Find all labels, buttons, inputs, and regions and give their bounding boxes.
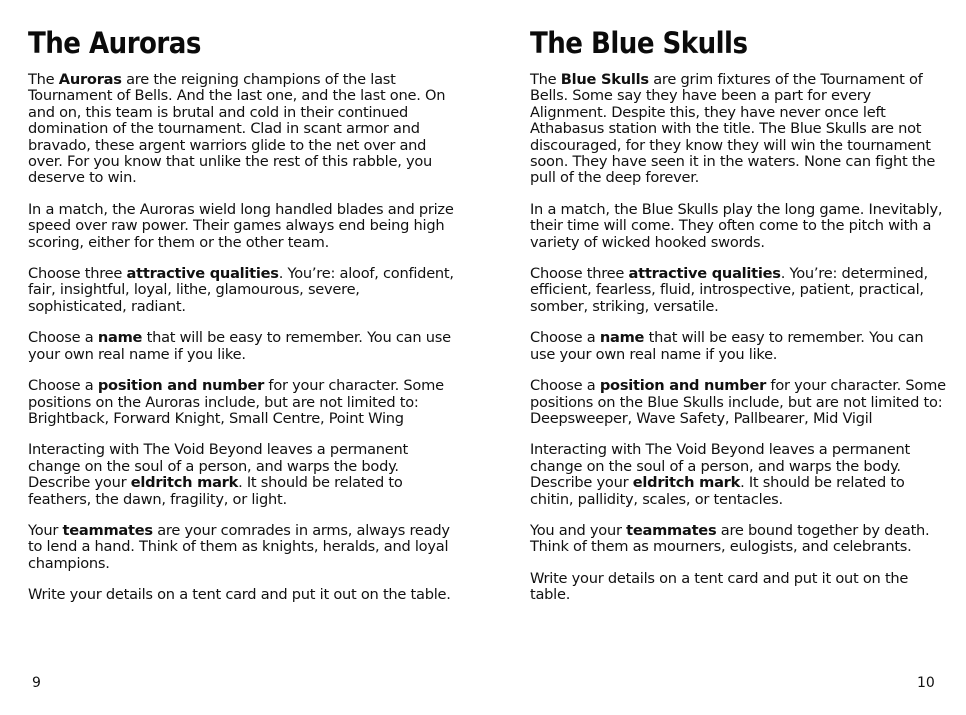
text-run: are your comrades in arms, always ready to lend a hand. Think of them as knights, heralds, and loyal champions. xyxy=(28,521,450,572)
bold-term: Blue Skulls xyxy=(560,71,649,88)
paragraph-name xyxy=(530,330,950,363)
text-run: are grim fixtures of the Tournament of Bells. Some say they have been a part for every Alignment. Despite this, they have never once left Athabasus station with the title. The Blue Skulls are not discouraged, for they know they will win the tournament soon. They have seen it in the waters. None can fight the pull of the deep forever. xyxy=(530,71,936,187)
text-run: Choose a xyxy=(28,329,98,347)
bold-term: name xyxy=(97,329,143,347)
text-run: for your character. Some positions on the Auroras include, but are not limited to: Brightback, Forward Knight, Small Centre, Point Wing xyxy=(28,377,444,427)
text-run: are bound together by death. Think of them as mourners, eulogists, and celebrants. xyxy=(530,521,930,556)
paragraph-tent-card: Write your details on a tent card and put it out on the table. xyxy=(530,569,909,604)
bold-term: attractive qualities xyxy=(126,265,279,283)
text-run: You and your xyxy=(530,521,627,539)
paragraph-position xyxy=(28,378,458,427)
paragraph-match: In a match, the Blue Skulls play the long game. Inevitably, their time will come. They often come to the pitch with a variety of wicked hooked swords. xyxy=(530,200,943,251)
text-run: . It should be related to feathers, the dawn, fragility, or light. xyxy=(28,474,403,508)
bold-term: teammates xyxy=(626,521,717,539)
text-run: Choose three xyxy=(28,265,127,283)
text-run: that will be easy to remember. You can use your own real name if you like. xyxy=(530,329,924,363)
text-run: Choose three xyxy=(530,265,629,283)
paragraph-eldritch-mark xyxy=(530,442,950,508)
text-run: Choose a xyxy=(530,329,600,347)
text-run: The xyxy=(28,71,59,88)
bold-term: position and number xyxy=(599,377,767,395)
page-title: The Blue Skulls xyxy=(530,26,748,60)
page-body xyxy=(28,72,458,619)
paragraph-eldritch-mark xyxy=(28,442,458,508)
bold-term: eldritch mark xyxy=(632,474,741,492)
page-right xyxy=(530,0,950,715)
paragraph-match: In a match, the Auroras wield long handled blades and prize speed over raw power. Their games always end being high scoring, either for them or the other team. xyxy=(28,200,454,251)
text-run: . It should be related to chitin, pallidity, scales, or tentacles. xyxy=(530,474,905,508)
bold-term: teammates xyxy=(62,521,153,539)
text-run: The xyxy=(530,71,561,88)
text-run: Choose a xyxy=(530,377,600,395)
text-run: are the reigning champions of the last Tournament of Bells. And the last one, and the last one. On and on, this team is brutal and cold in their continued domination of the tournament. Clad in scant armor and bravado, these argent warriors glide to the net over and over. For you know that unlike the rest of this rabble, you deserve to win. xyxy=(28,71,446,187)
paragraph-name xyxy=(28,330,458,363)
paragraph-tent-card: Write your details on a tent card and put it out on the table. xyxy=(28,586,451,604)
page-left xyxy=(28,0,458,715)
paragraph-teammates xyxy=(530,523,950,556)
text-run: Interacting with The Void Beyond leaves a permanent change on the soul of a person, and warps the body. Describe your xyxy=(28,441,408,492)
page-title: The Auroras xyxy=(28,26,201,60)
page-number-right: 10 xyxy=(917,675,935,691)
paragraph-teammates xyxy=(28,523,458,572)
text-run: for your character. Some positions on the Blue Skulls include, but are not limited to: Deepsweeper, Wave Safety, Pallbearer, Mid Vigil xyxy=(530,377,946,427)
text-run: Choose a xyxy=(28,377,98,395)
paragraph-intro xyxy=(530,72,950,187)
text-run: . You’re: aloof, confident, fair, insightful, loyal, lithe, glamourous, severe, sophisticated, radiant. xyxy=(28,265,454,315)
paragraph-intro xyxy=(28,72,458,187)
page-number-left: 9 xyxy=(32,675,41,691)
paragraph-qualities xyxy=(530,266,950,315)
bold-term: eldritch mark xyxy=(130,474,239,492)
bold-term: Auroras xyxy=(58,71,122,88)
paragraph-position xyxy=(530,378,950,427)
bold-term: position and number xyxy=(97,377,265,395)
text-run: that will be easy to remember. You can use your own real name if you like. xyxy=(28,329,451,363)
text-run: Your xyxy=(28,521,63,539)
paragraph-qualities xyxy=(28,266,458,315)
page-body xyxy=(530,72,950,619)
bold-term: attractive qualities xyxy=(628,265,781,283)
text-run: . You’re: determined, efficient, fearless, fluid, introspective, patient, practical, somber, striking, versatile. xyxy=(530,265,928,315)
text-run: Interacting with The Void Beyond leaves a permanent change on the soul of a person, and warps the body. Describe your xyxy=(530,441,910,492)
bold-term: name xyxy=(599,329,645,347)
